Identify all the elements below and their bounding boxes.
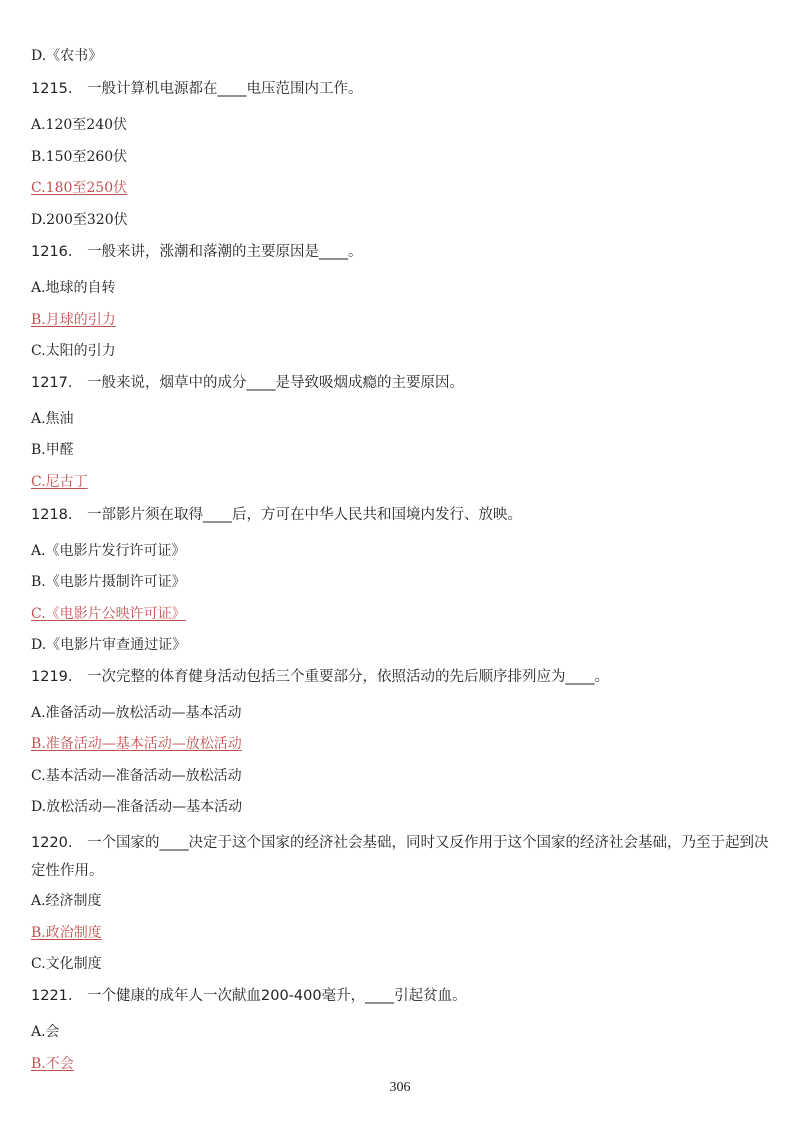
answer-option: A.焦油 bbox=[31, 411, 74, 427]
answer-option: B.150至260伏 bbox=[31, 149, 128, 165]
answer-option-correct: B.月球的引力 bbox=[31, 312, 116, 328]
answer-option: B.甲醛 bbox=[31, 442, 74, 458]
question-text: 一般来讲，涨潮和落潮的主要原因是____。 bbox=[87, 244, 363, 260]
answer-option: C.基本活动—准备活动—放松活动 bbox=[31, 768, 242, 784]
question-number: 1221. bbox=[31, 988, 73, 1004]
question-1215 bbox=[31, 80, 772, 98]
question-number: 1217. bbox=[31, 375, 73, 391]
question-1216 bbox=[31, 243, 772, 261]
answer-option: D.放松活动—准备活动—基本活动 bbox=[31, 799, 243, 815]
question-1220 bbox=[31, 829, 772, 885]
answer-option: A.会 bbox=[31, 1024, 60, 1040]
answer-option-correct: B.不会 bbox=[31, 1056, 74, 1072]
answer-option: D.《农书》 bbox=[31, 48, 103, 64]
question-number: 1220. bbox=[31, 835, 73, 851]
answer-option: C.文化制度 bbox=[31, 956, 102, 972]
question-number: 1216. bbox=[31, 244, 73, 260]
question-1221 bbox=[31, 987, 772, 1005]
answer-option: A.地球的自转 bbox=[31, 280, 116, 296]
answer-option-correct: B.准备活动—基本活动—放松活动 bbox=[31, 736, 242, 752]
question-1218 bbox=[31, 506, 772, 524]
question-text: 一般来说，烟草中的成分____是导致吸烟成瘾的主要原因。 bbox=[87, 375, 464, 391]
answer-option: C.太阳的引力 bbox=[31, 343, 116, 359]
question-text: 一次完整的体育健身活动包括三个重要部分，依照活动的先后顺序排列应为____。 bbox=[87, 669, 609, 685]
answer-option: A.准备活动—放松活动—基本活动 bbox=[31, 705, 242, 721]
answer-option: D.200至320伏 bbox=[31, 212, 128, 228]
question-1219 bbox=[31, 668, 772, 686]
answer-option: D.《电影片审查通过证》 bbox=[31, 637, 187, 653]
answer-option: A.120至240伏 bbox=[31, 117, 128, 133]
question-number: 1215. bbox=[31, 81, 73, 97]
answer-option: A.经济制度 bbox=[31, 893, 102, 909]
question-number: 1219. bbox=[31, 669, 73, 685]
answer-option-correct: C.尼古丁 bbox=[31, 474, 88, 490]
question-text: 一个健康的成年人一次献血200-400毫升，____引起贫血。 bbox=[87, 988, 467, 1004]
page-number: 306 bbox=[389, 1080, 411, 1095]
answer-option: A.《电影片发行许可证》 bbox=[31, 543, 186, 559]
question-text: 一个国家的____决定于这个国家的经济社会基础，同时又反作用于这个国家的经济社会基础，乃至于起到决定性作用。 bbox=[31, 835, 769, 879]
answer-option: B.《电影片摄制许可证》 bbox=[31, 574, 186, 590]
question-text: 一部影片须在取得____后，方可在中华人民共和国境内发行、放映。 bbox=[87, 507, 522, 523]
question-1217 bbox=[31, 374, 772, 392]
answer-option-correct: C.180至250伏 bbox=[31, 180, 128, 196]
question-number: 1218. bbox=[31, 507, 73, 523]
question-text: 一般计算机电源都在____电压范围内工作。 bbox=[87, 81, 363, 97]
answer-option-correct: C.《电影片公映许可证》 bbox=[31, 606, 186, 622]
answer-option-correct: B.政治制度 bbox=[31, 925, 102, 941]
